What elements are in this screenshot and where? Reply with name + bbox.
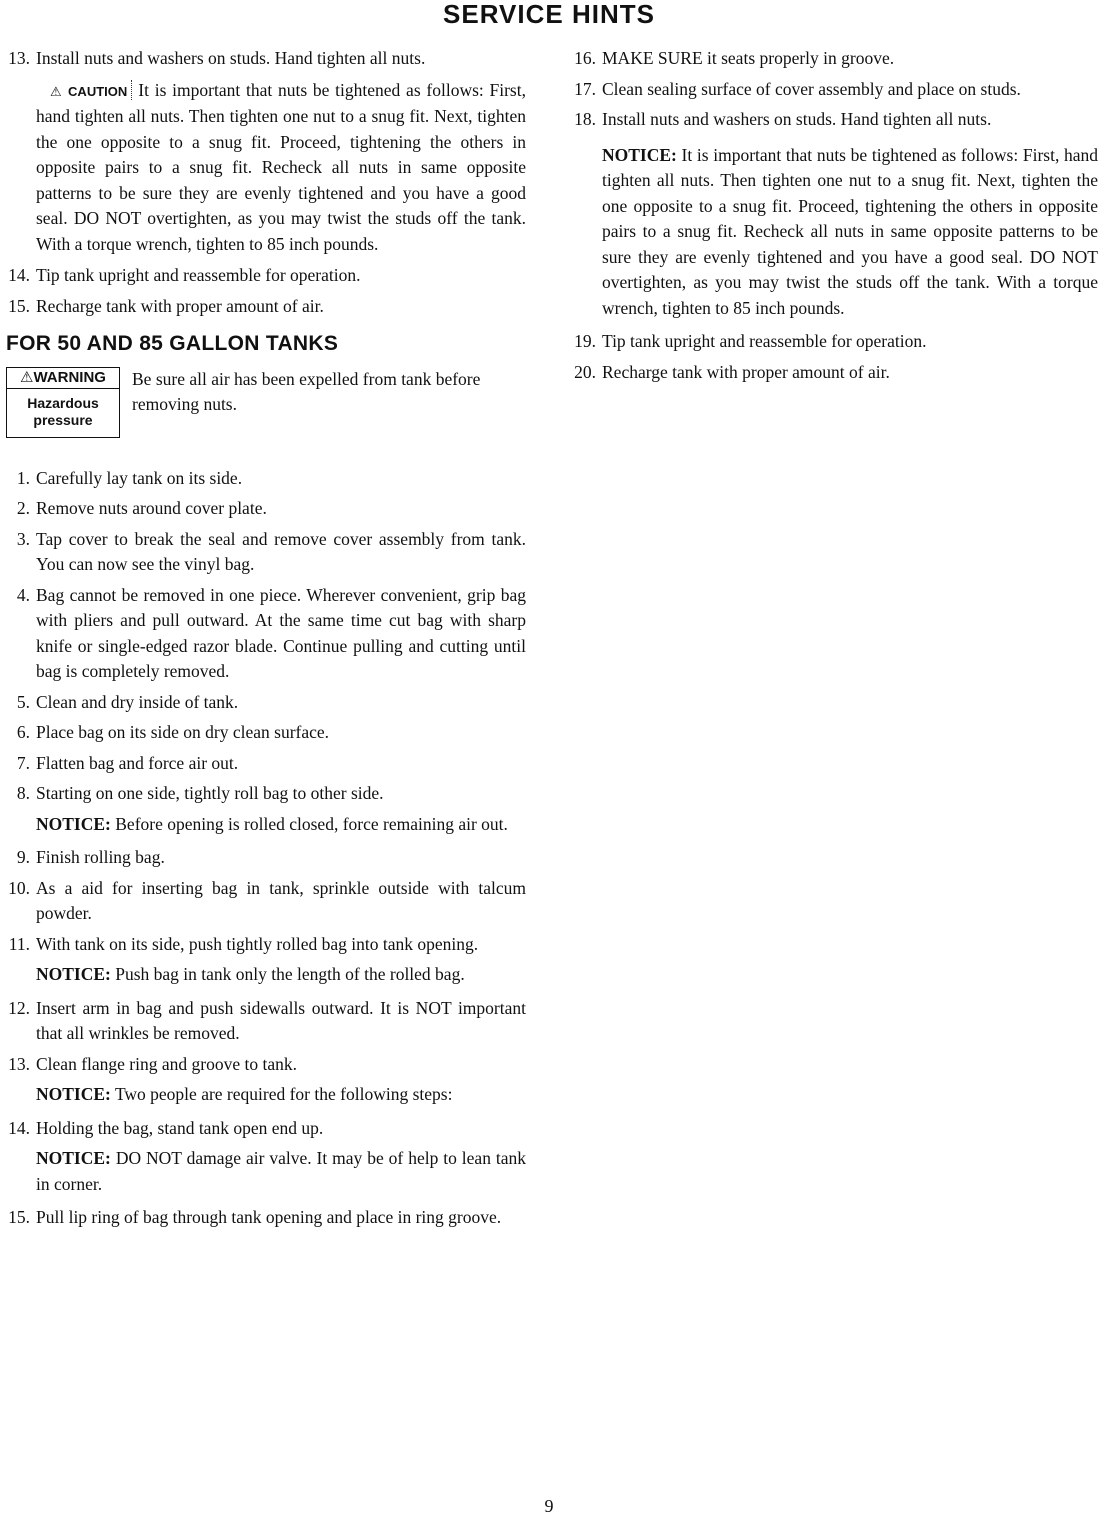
step-text: Holding the bag, stand tank open end up. [36, 1117, 324, 1138]
step-text: Install nuts and washers on studs. Hand tighten all nuts. [36, 48, 426, 68]
step-notice [36, 1082, 526, 1108]
step-item [572, 46, 1098, 72]
step-text: Insert arm in bag and push sidewalls outward. It is NOT important that all wrinkles be removed. [36, 997, 526, 1043]
step-text: Tip tank upright and reassemble for operation. [36, 265, 361, 285]
step-item [6, 996, 526, 1047]
left-top-steps [6, 46, 526, 72]
step-item [6, 751, 526, 777]
step-item [6, 781, 526, 807]
step-text: Tip tank upright and reassemble for operation. [602, 331, 927, 351]
step-item [572, 329, 1098, 355]
step-number: 19. [574, 331, 596, 351]
step-item [572, 77, 1098, 103]
page-title: SERVICE HINTS [443, 0, 655, 29]
warning-triangle-icon: ⚠ [20, 368, 34, 386]
step-item [572, 360, 1098, 386]
step-text: Remove nuts around cover plate. [36, 498, 267, 518]
step-text: As a aid for inserting bag in tank, sprinkle outside with talcum powder. [36, 877, 526, 923]
section-heading: FOR 50 AND 85 GALLON TANKS [6, 332, 339, 355]
step-item [6, 527, 526, 578]
step-item [6, 263, 526, 289]
step-number: 5. [16, 691, 30, 712]
step-item [6, 496, 526, 522]
step-notice [36, 812, 526, 838]
right-column [572, 46, 1098, 390]
step-item [572, 107, 1098, 133]
right-steps-b [572, 329, 1098, 385]
step-item [6, 583, 526, 685]
notice-label: NOTICE: [36, 964, 111, 984]
step-text: Recharge tank with proper amount of air. [602, 361, 890, 382]
caution-block [36, 78, 526, 258]
step-number: 3. [16, 528, 30, 549]
notice-label: NOTICE: [36, 813, 111, 834]
hazard-line-1: Hazardous [27, 394, 99, 411]
step-notice [36, 1146, 526, 1197]
step-item [6, 876, 526, 927]
step-text: MAKE SURE it seats properly in groove. [602, 48, 895, 68]
step-text: Clean flange ring and groove to tank. [36, 1053, 297, 1074]
step-text: Place bag on its side on dry clean surface. [36, 722, 330, 742]
step-text: Bag cannot be removed in one piece. Wherever convenient, grip bag with pliers and pull outward. At the same time cut bag with sharp knife or single-edged razor blade. Continue pulling and cutting until bag is completely removed. [36, 584, 526, 681]
notice-text: Push bag in tank only the length of the rolled bag. [115, 964, 465, 984]
step-item [6, 720, 526, 746]
step-number: 10. [8, 877, 30, 898]
caution-label [50, 84, 127, 99]
step-text: Flatten bag and force air out. [36, 752, 239, 773]
step-number: 7. [16, 752, 30, 773]
step-text: Recharge tank with proper amount of air. [36, 295, 324, 316]
step-number: 18. [574, 109, 596, 129]
section-steps [6, 466, 526, 1231]
step-item [6, 1205, 526, 1231]
step-item [6, 690, 526, 716]
step-text: With tank on its side, push tightly rolled bag into tank opening. [36, 933, 479, 954]
step-number: 11. [8, 933, 30, 954]
step-text: Install nuts and washers on studs. Hand tighten all nuts. [602, 109, 992, 129]
step-number: 17. [574, 78, 596, 99]
left-mid-steps [6, 263, 526, 319]
step-notice [36, 962, 526, 988]
step-number: 12. [8, 997, 30, 1018]
page-number: 9 [544, 1496, 554, 1516]
hazard-line-2: pressure [33, 411, 93, 428]
step-item [6, 845, 526, 871]
step-item [6, 466, 526, 492]
left-column [6, 46, 526, 1236]
warning-hazard [7, 389, 119, 437]
step-number: 9. [16, 847, 30, 867]
step-number: 6. [16, 722, 30, 742]
right-notice [602, 143, 1098, 322]
right-notice-text: It is important that nuts be tightened as follows: First, hand tighten all nuts. Then tighten one nut to a snug fit. Next, tighten the one opposite to a snug fit. Proceed, tightening the others in opposite pairs to a snug fit. Recheck all nuts in same opposite patterns to be sure they are evenly tightened and you have a good seal. DO NOT overtighten, as you may twist the studs off the tank. With a torque wrench, tighten to 85 inch pounds. [602, 144, 1098, 318]
warning-header [7, 368, 119, 389]
caution-label-text: CAUTION [68, 83, 128, 99]
notice-label: NOTICE: [36, 1084, 111, 1104]
step-item [6, 1116, 526, 1142]
step-item [6, 46, 526, 72]
step-text: Carefully lay tank on its side. [36, 467, 243, 488]
step-text: Pull lip ring of bag through tank opening and place in ring groove. [36, 1207, 502, 1227]
warning-notice [6, 367, 526, 438]
step-number: 13. [8, 48, 30, 68]
step-text: Starting on one side, tightly roll bag to other side. [36, 783, 384, 803]
step-item [6, 294, 526, 320]
warning-box [6, 367, 120, 438]
step-item [6, 932, 526, 958]
step-number: 15. [8, 295, 30, 316]
step-number: 15. [8, 1207, 30, 1227]
step-text: Finish rolling bag. [36, 847, 165, 867]
step-number: 2. [16, 498, 30, 518]
notice-text: Two people are required for the following steps: [114, 1084, 453, 1104]
step-number: 16. [574, 48, 596, 68]
step-number: 14. [8, 1117, 30, 1138]
step-number: 20. [574, 361, 596, 382]
step-number: 4. [16, 584, 30, 605]
step-item [6, 1052, 526, 1078]
notice-text: DO NOT damage air valve. It may be of help to lean tank in corner. [36, 1148, 527, 1194]
step-number: 14. [8, 265, 30, 285]
notice-label: NOTICE: [36, 1148, 111, 1168]
caution-text: It is important that nuts be tightened as follows: First, hand tighten all nuts. Then tighten one nut to a snug fit. Next, tighten the one opposite to a snug fit. Proceed, tightening the others in opposite pairs to a snug fit. Recheck all nuts in same opposite patterns to be sure they are evenly tightened and you have a good seal. DO NOT overtighten, as you may twist the studs off the tank. With a torque wrench, tighten to 85 inch pounds. [36, 79, 526, 254]
step-text: Clean and dry inside of tank. [36, 691, 239, 712]
right-steps-a [572, 46, 1098, 133]
notice-label: NOTICE: [602, 144, 677, 165]
warning-label: WARNING [33, 368, 106, 386]
step-text: Tap cover to break the seal and remove cover assembly from tank. You can now see the vinyl bag. [36, 528, 526, 574]
step-number: 1. [16, 467, 30, 488]
warning-triangle-icon: ⚠ [50, 83, 64, 99]
notice-text: Before opening is rolled closed, force remaining air out. [115, 813, 508, 834]
step-text: Clean sealing surface of cover assembly and place on studs. [602, 78, 1021, 99]
warning-text: Be sure all air has been expelled from tank before removing nuts. [132, 368, 481, 414]
step-number: 8. [16, 783, 30, 803]
caution-divider [131, 80, 132, 100]
step-number: 13. [8, 1053, 30, 1074]
